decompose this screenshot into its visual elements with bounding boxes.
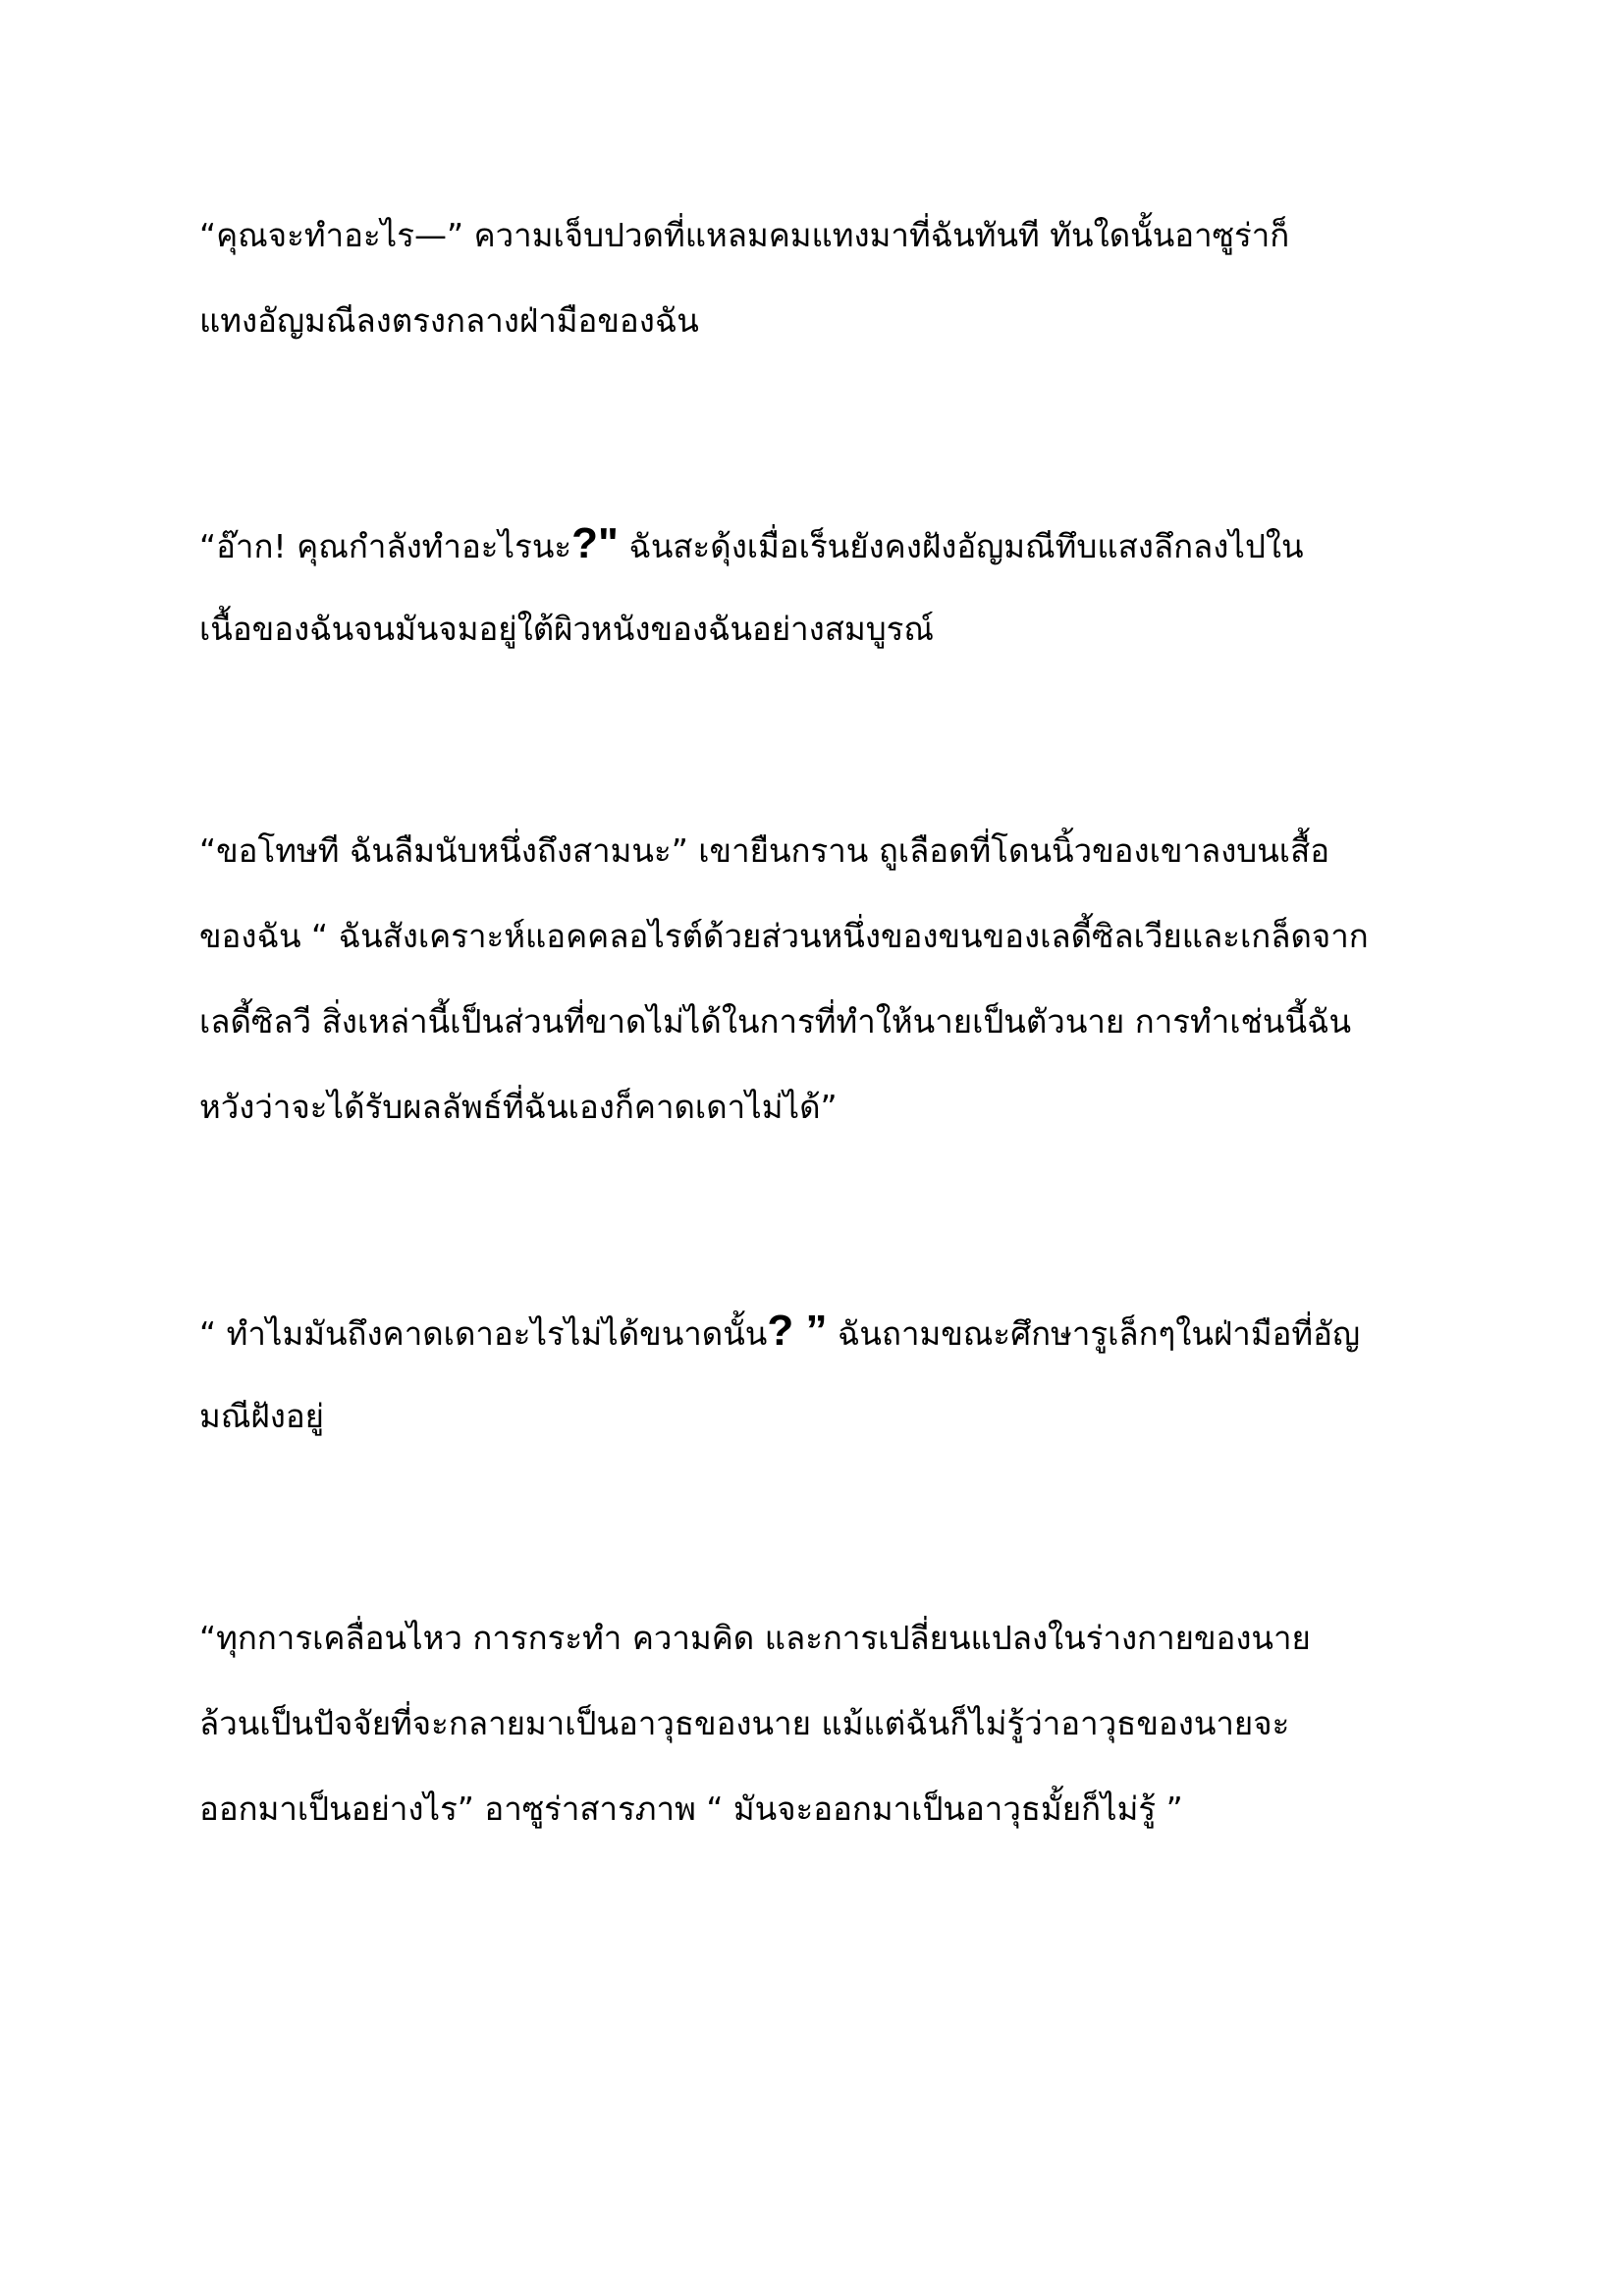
text-segment: “อ๊าก! คุณกำลังทำอะไรนะ (199, 527, 572, 565)
emphasized-punctuation: ? ” (767, 1307, 828, 1355)
text-segment: “คุณจะทำอะไร—” ความเจ็บปวดที่แหลมคมแทงมาที่ฉันทันที ทันใดนั้นอาซูร่าก็ (199, 216, 1290, 254)
text-segment: ของฉัน “ ฉันสังเคราะห์แอคคลอไรต์ด้วยส่วนหนึ่งของขนของเลดี้ซิลเวียและเกล็ดจาก (199, 917, 1369, 955)
emphasized-punctuation: ?" (571, 519, 619, 567)
paragraph-line (199, 1064, 1446, 1149)
text-segment: หวังว่าจะได้รับผลลัพธ์ที่ฉันเองก็คาดเดาไม่ได้” (199, 1088, 838, 1126)
paragraph-line (199, 501, 1446, 586)
paragraph-line (199, 192, 1446, 278)
text-segment: “ขอโทษที ฉันลืมนับหนึ่งถึงสามนะ” เขายืนกราน ถูเลือดที่โดนนิ้วของเขาลงบนเสื้อ (199, 831, 1330, 870)
paragraph-line (199, 979, 1446, 1064)
paragraph-line (199, 1595, 1446, 1681)
text-segment: “ทุกการเคลื่อนไหว การกระทำ ความคิด และการเปลี่ยนแปลงในร่างกายของนาย (199, 1619, 1311, 1657)
paragraph-1 (199, 192, 1446, 363)
paragraph-line (199, 1373, 1446, 1459)
text-segment: ออกมาเป็นอย่างไร” อาซูร่าสารภาพ “ มันจะออกมาเป็นอาวุธมั้ยก็ไม่รู้ ” (199, 1789, 1183, 1828)
text-segment: ล้วนเป็นปัจจัยที่จะกลายมาเป็นอาวุธของนาย แม้แต่ฉันก็ไม่รู้ว่าอาวุธของนายจะ (199, 1704, 1290, 1742)
text-segment: มณีฝังอยู่ (199, 1397, 324, 1435)
text-segment: แทงอัญมณีลงตรงกลางฝ่ามือของฉัน (199, 301, 699, 340)
text-segment: ฉันถามขณะศึกษารูเล็กๆในฝ่ามือที่อัญ (827, 1314, 1361, 1353)
paragraph-line (199, 1681, 1446, 1766)
text-segment: ฉันสะดุ้งเมื่อเร็นยังคงฝังอัญมณีทึบแสงลึกลงไปใน (618, 527, 1304, 565)
paragraph-line (199, 893, 1446, 979)
paragraph-3 (199, 808, 1446, 1149)
text-segment: เนื้อของฉันจนมันจมอยู่ใต้ผิวหนังของฉันอย่างสมบูรณ์ (199, 610, 934, 648)
paragraph-line (199, 586, 1446, 671)
paragraph-line (199, 1288, 1446, 1373)
text-segment: “ ทำไมมันถึงคาดเดาอะไรไม่ได้ขนาดนั้น (199, 1314, 768, 1353)
paragraph-5 (199, 1595, 1446, 1851)
paragraph-4 (199, 1288, 1446, 1459)
paragraph-2 (199, 501, 1446, 671)
paragraph-line (199, 1766, 1446, 1851)
paragraph-line (199, 278, 1446, 363)
paragraph-line (199, 808, 1446, 893)
text-segment: เลดี้ซิลวี สิ่งเหล่านี้เป็นส่วนที่ขาดไม่ได้ในการที่ทำให้นายเป็นตัวนาย การทำเช่นนี้ฉัน (199, 1002, 1352, 1041)
